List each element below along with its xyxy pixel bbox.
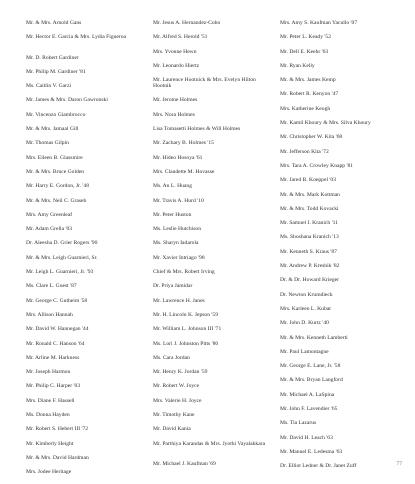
donor-name: Mr. Robert S. Hebert III '72 (26, 426, 89, 433)
donor-name: Mr. Samuel I. Kranich '11 (280, 220, 338, 227)
donor-name: Dr. Newton Krumdieck (280, 291, 333, 298)
donor-name: Mrs. Amy Greenleaf (26, 211, 73, 218)
donor-name: Ms. Cara Jordan (153, 354, 190, 361)
donor-name: Mr. Christopher W. Kita '68 (280, 134, 343, 141)
donor-name: Mr. Henry K. Jordan '59 (153, 369, 208, 376)
donor-name: Mr. John F. Lavendier '65 (280, 406, 338, 413)
donor-name: Mr. Jared B. Koeppel '03 (280, 177, 337, 184)
donor-name: Mr. Timothy Kane (153, 412, 195, 419)
donor-name: Mr. Hector E. Garcia & Mrs. Lydia Figueroa (26, 34, 127, 41)
donor-name: Mr. Leonardo Hiertz (153, 62, 200, 69)
donor-name: Dr. Elliot Ledner & Dr. Janet Zuff (280, 463, 357, 470)
donor-name: Mr. Leigh L. Guarnieri, Jr. '93 (26, 269, 94, 276)
donor-name: Mr. Dell E. Keehr '63 (280, 48, 329, 55)
donor-name: Mr. & Mrs. Kenneth Lamberti (280, 334, 348, 341)
donor-name: Mr. Hideo Hosoya '61 (153, 154, 203, 161)
donor-name: Mr. Lawrence H. Janes (153, 297, 205, 304)
donor-name: Mr. & Mrs. David Hardman (26, 454, 89, 461)
donor-name: Ms. Caitlin V. Garzi (26, 83, 72, 90)
donor-name: Mr. Kamil Khoury & Mrs. Silva Khoury (280, 120, 371, 127)
donor-name: Mr. Philip C. Harper '03 (26, 383, 81, 390)
donor-name: Mr. Thomas Gilpin (26, 140, 69, 147)
donor-name: Mr. D. Robert Gardiner (26, 54, 79, 61)
donor-column-2 (153, 20, 271, 484)
donor-name: Mr. William L. Johnson III '71 (153, 326, 222, 333)
donor-name: Mrs. Jodee Heritage (26, 469, 72, 476)
donor-name: Mr. & Mrs. Neil C. Graseb (26, 197, 87, 204)
donor-name: Mr. Alfred S. Herold '51 (153, 34, 208, 41)
donor-name: Mr. David W. Hannegan '44 (26, 326, 89, 333)
donor-name: Mr. Kimberly Height (26, 440, 74, 447)
donor-name: Mr. Parthiya Karandas & Mrs. Jyothi Vayalakkara (153, 440, 266, 447)
donor-name: Mrs. Valerie H. Joyce (153, 397, 202, 404)
donor-name: Mrs. Tara A. Crowley Knapp '81 (280, 162, 354, 169)
donor-name: Mr. James & Mrs. Daron Gawronski (26, 97, 108, 104)
donor-name: Mr. Xavier Intriago '98 (153, 254, 205, 261)
donor-name: Mr. George C. Gutheim '58 (26, 297, 88, 304)
donor-list (26, 20, 398, 484)
donor-name: Lisa Tomasetti Holmes & Will Holmes (153, 126, 241, 133)
donor-name: Mr. Peter L. Keady '52 (280, 34, 332, 41)
donor-name: Ms. Tia Lazarus (280, 420, 317, 427)
donor-name: Mr. Ronald C. Hanson '64 (26, 340, 85, 347)
donor-name: Mr. Adam Grella '03 (26, 226, 73, 233)
donor-name: Mr. H. Lincoln K. Jepson '59 (153, 311, 219, 318)
donor-name: Mr. & Mrs. Jamaal Gill (26, 126, 79, 133)
donor-name: Mrs. Yvonne Hewn (153, 48, 197, 55)
donor-column-3 (280, 20, 398, 484)
donor-name: Mr. Jesus A. Hernandez-Cobo (153, 20, 221, 26)
donor-name: Mrs. Amy S. Kaufman Yacullo '07 (280, 20, 358, 26)
donor-name: Mr. & Mrs. Leigh Guarnieri, Sr. (26, 254, 98, 261)
donor-name: Ms. Clare L. Guest '87 (26, 283, 77, 290)
donor-name: Mr. Andrew P. Kreshik '82 (280, 263, 340, 270)
donor-name: Ms. Sharyn Iadarola (153, 240, 199, 247)
donor-name: Mr. George E. Lane, Jr. '58 (280, 363, 341, 370)
donor-name: Mr. & Mrs. Bryan Langford (280, 377, 343, 384)
donor-name: Mr. Michael J. Kaufman '69 (153, 460, 216, 467)
donor-name: Ms. An L. Huang (153, 183, 193, 190)
donor-name: Mr. Robert W. Joyce (153, 383, 200, 390)
donor-name: Mrs. Claudette M. Hovasse (153, 168, 215, 175)
donor-name: Mr. & Mrs. Todd Kovacki (280, 205, 339, 212)
donor-name: Ms. Shoshana Kranich '13 (280, 234, 339, 241)
donor-name: Mr. Michael A. LaSpina (280, 391, 335, 398)
donor-name: Mrs. Diane F. Hassell (26, 397, 75, 404)
donor-name: Mr. Arline M. Harkness (26, 354, 80, 361)
donor-name: Mrs. Karleen L. Kubat (280, 305, 331, 312)
donor-name: Mr. Manuel E. Ledesma '63 (280, 448, 343, 455)
donor-column-1 (26, 20, 144, 484)
donor-name: Mr. Joseph Harmon (26, 369, 71, 376)
donor-name: Mr. Philip M. Gardiner '81 (26, 68, 86, 75)
donor-name: Dr. & Dr. Howard Krieger (280, 277, 340, 284)
donor-name: Mr. & Mrs. Bruce Golden (26, 168, 85, 175)
donor-name: Mr. Paul Lamontagne (280, 348, 329, 355)
donor-name: Mrs. Allison Hannah (26, 311, 73, 318)
donor-name: Mr. Laurence Hootnick & Mrs. Evelyn Hilton Hootnik (153, 77, 256, 90)
donor-name: Mr. Vincenzo Giambrocco (26, 111, 86, 118)
donor-name: Ms. Lori J. Johnston Pitts '80 (153, 340, 219, 347)
donor-name: Mrs. Katherine Keogh (280, 105, 331, 112)
donor-name: Chief & Mrs. Robert Irving (153, 269, 215, 276)
donor-name: Mr. David Kania (153, 426, 191, 433)
donor-name: Mr. & Mrs. Arnold Gans (26, 20, 82, 26)
donor-name: Mr. Zachary B. Holmes '15 (153, 140, 214, 147)
donor-name: Dr. Aleesha D. Grier Rogers '90 (26, 240, 98, 247)
donor-name: Mr. Jerome Holmes (153, 97, 198, 104)
donor-name: Mr. Harry E. Gordon, Jr. '48 (26, 183, 89, 190)
donor-name: Ms. Donna Hayden (26, 412, 70, 419)
donor-name: Dr. Priya Jamidar (153, 283, 193, 290)
donor-name: Mr. Jefferson Kita '72 (280, 148, 329, 155)
donor-name: Mr. Peter Huston (153, 211, 192, 218)
donor-name: Mr. & Mrs. Mark Kottman (280, 191, 340, 198)
page-number: 77 (396, 461, 402, 467)
donor-name: Mr. John D. Kurtz '40 (280, 320, 329, 327)
donor-name: Mrs. Eileen B. Glassmire (26, 154, 83, 161)
donor-name: Mr. Ryan Kelly (280, 62, 315, 69)
donor-name: Mrs. Nora Holmes (153, 111, 195, 118)
donor-name: Mr. Travis A. Hurd '10 (153, 197, 204, 204)
donor-name: Mr. Kenneth S. Kraus '87 (280, 248, 337, 255)
donor-name: Mr. Robert R. Kenyon '47 (280, 91, 339, 98)
donor-name: Mr. & Mrs. James Kemp (280, 77, 336, 84)
donor-name: Ms. Leslie Hutchison (153, 226, 202, 233)
donor-name: Mr. David H. Leach '63 (280, 434, 333, 441)
